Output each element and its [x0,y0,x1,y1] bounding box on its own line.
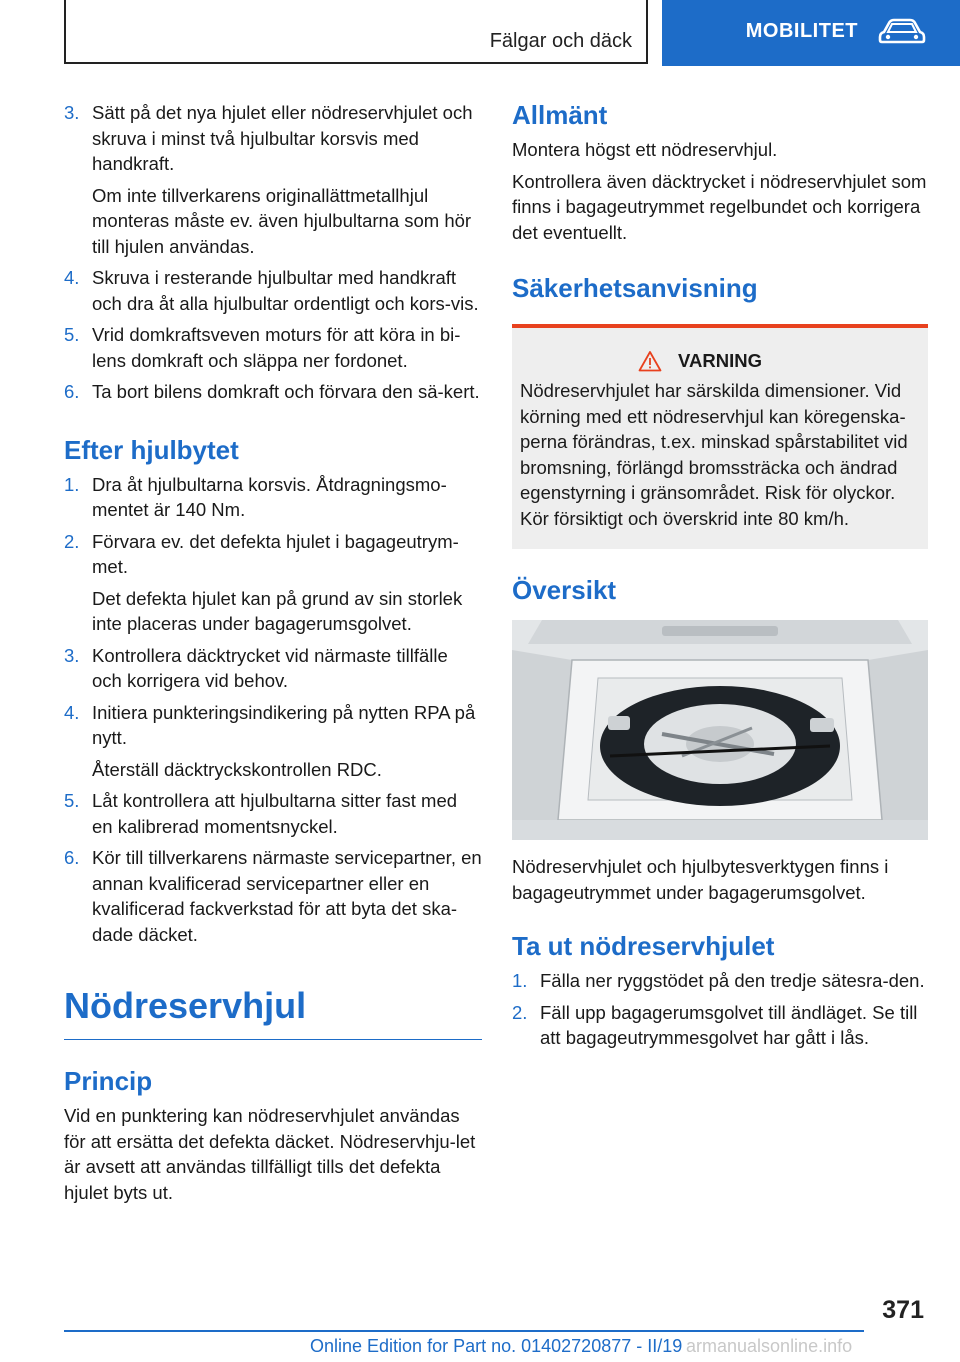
principle-heading: Princip [64,1066,153,1096]
step-text: Det defekta hjulet kan på grund av sin storlek inte placeras under bagagerumsgolvet. [92,587,463,634]
safety-heading: Säkerhetsanvisning [512,273,758,303]
step-text: Förvara ev. det defekta hjulet i bagageutrym-met. [92,530,459,577]
warning-title-row [480,350,920,372]
step-text: Sätt på det nya hjulet eller nödreservhjulet och skruva i minst två hjulbultar korsvis med handkraft. [92,102,473,174]
step-text: Vrid domkraftsveven moturs för att köra in bi-lens domkraft och släppa ner fordonet. [92,324,461,371]
step-body [92,322,482,373]
step-text: Återställ däcktryckskontrollen RDC. [92,758,382,780]
step-text: Kör till tillverkarens närmaste servicepartner, en annan kvalificerad servicepartner eller en kvalificerad fackverkstad för att byta det ska-dade däcket. [92,847,482,945]
step-body [92,100,482,259]
step-item [64,845,482,947]
header-chapter-tab [662,0,960,66]
warning-title: VARNING [678,350,762,371]
step-item [64,472,482,523]
step-text: Om inte tillverkarens originallättmetallhjul monteras måste ev. även hjulbultarna som hör till hjulen användas. [92,184,472,257]
warning-text: Nödreservhjulet har särskilda dimensioner. Vid körning med ett nödreservhjul kan köregenska-perna förändras, t.ex. minskad spårstabilitet vid bromsning, förlängd bromssträcka och ändrad egenstyrning i gränsområdet. Risk för olyckor. Kör försiktigt och överskrid inte 80 km/h. [520,380,908,529]
step-item [64,379,482,405]
step-number: 6. [64,381,80,402]
header-chapter-title: MOBILITET [745,19,858,42]
warning-triangle-icon [638,350,662,372]
after-change-heading: Efter hjulbytet [64,434,239,465]
photo-caption: Nödreservhjulet och hjulbytesverktygen finns i bagageutrymmet under bagagerumsgolvet. [512,856,889,903]
step-item [64,265,482,316]
take-out-heading: Ta ut nödreservhjulet [512,931,775,961]
step-text: Låt kontrollera att hjulbultarna sitter fast med en kalibrerad momentsnyckel. [92,790,458,837]
header-section-box [64,0,648,64]
step-text: Kontrollera däcktrycket vid närmaste tillfälle och korrigera vid behov. [92,644,448,691]
right-column [512,100,928,1057]
step-body [92,643,482,694]
step-body [92,700,482,783]
step-item [512,1000,928,1051]
step-item [64,788,482,839]
general-heading: Allmänt [512,100,608,130]
step-text: Fälla ner ryggstödet på den tredje sätesra-den. [540,970,925,991]
step-number: 2. [512,1001,528,1023]
step-number: 3. [64,102,80,123]
step-text: Fäll upp bagagerumsgolvet till ändläget. Se till att bagageutrymmesgolvet har gått i lås. [540,1001,918,1048]
step-list-b [64,472,482,948]
step-text: Initiera punkteringsindikering på nytten RPA på nytt. [92,701,476,748]
step-text: Ta bort bilens domkraft och förvara den sä-kert. [92,381,480,402]
general-paragraph-2: Kontrollera även däcktrycket i nödreservhjulet som finns i bagageutrymmet regelbundet och korrigera det eventuellt. [512,170,927,243]
left-column [64,100,482,1211]
step-text: Dra åt hjulbultarna korsvis. Åtdragningsmo-mentet är 140 Nm. [92,473,447,520]
step-body [92,265,482,316]
step-list-c [512,968,928,1051]
step-item [64,700,482,783]
step-number: 3. [64,644,80,666]
step-number: 1. [512,970,528,991]
step-body [540,968,928,994]
step-item [64,643,482,694]
step-list-a [64,100,482,405]
general-paragraph-1: Montera högst ett nödreservhjul. [512,139,778,160]
footer-edition: Online Edition for Part no. 01402720877 - II/19 [310,1336,683,1356]
step-item [64,529,482,637]
step-body [540,1000,928,1051]
footer-rule [64,1330,864,1332]
step-number: 1. [64,473,80,495]
step-number: 5. [64,324,80,345]
footer-watermark: armanualsonline.info [686,1336,853,1356]
trunk-illustration [512,620,928,840]
step-item [512,968,928,994]
warning-box [512,324,928,549]
step-body [92,788,482,839]
step-number: 5. [64,790,80,811]
step-number: 6. [64,847,80,868]
trunk-spare-wheel-photo [512,620,928,840]
step-text: Skruva i resterande hjulbultar med handkraft och dra åt alla hjulbultar ordentligt och kors-vis. [92,267,479,314]
step-body [92,845,482,947]
step-body [92,379,482,405]
page-number: 371 [882,1296,924,1324]
spare-wheel-heading: Nödreservhjul [64,985,482,1040]
step-number: 4. [64,701,80,723]
step-body [92,529,482,637]
car-icon [878,18,926,44]
step-body [92,472,482,523]
step-number: 2. [64,530,80,552]
overview-heading: Översikt [512,575,617,605]
step-item [64,100,482,259]
principle-text: Vid en punktering kan nödreservhjulet användas för att ersätta det defekta däcket. Nödreservhju-let är avsett att användas tillfälligt tills det defekta hjulet byts ut. [64,1105,476,1203]
step-number: 4. [64,267,80,288]
step-item [64,322,482,373]
header-section-title: Fälgar och däck [489,30,632,52]
